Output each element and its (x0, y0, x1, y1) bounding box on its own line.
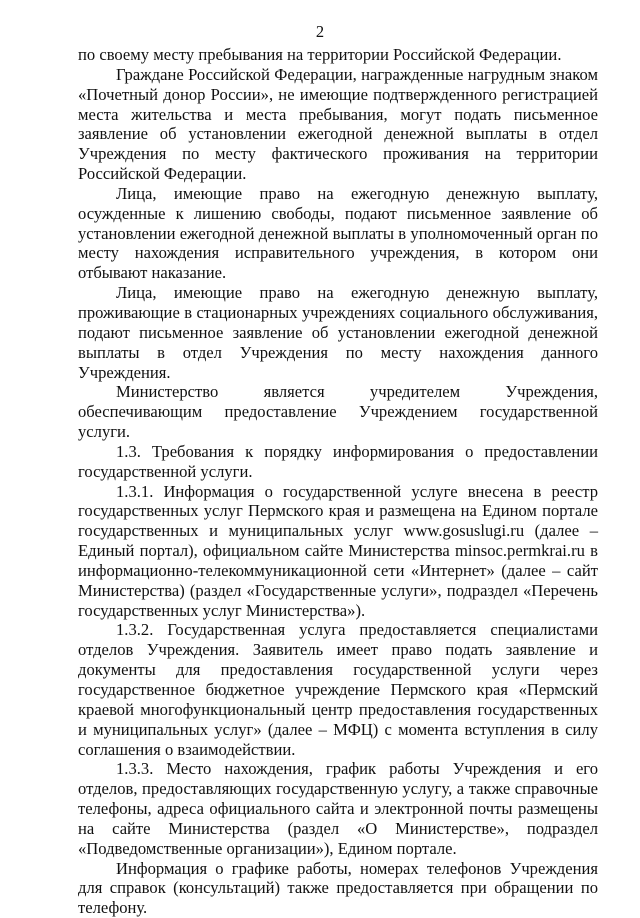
paragraph-ministry-founder: Министерство является учредителем Учреждения, обеспечивающим предоставление Учреждением государственной услуги. (78, 382, 598, 442)
page-number: 2 (315, 22, 325, 41)
paragraph-section-1-3-2: 1.3.2. Государственная услуга предоставляется специалистами отделов Учреждения. Заявитель имеет право подать заявление и документы для предоставления государственной услуги через государственное бюджетное учреждение Пермского края «Пермский краевой многофункциональный центр предоставления государственных и муниципальных услуг» (далее – МФЦ) с момента вступления в силу соглашения о взаимодействии. (78, 620, 598, 759)
paragraph-stationary-residents: Лица, имеющие право на ежегодную денежную выплату, проживающие в стационарных учреждениях социального обслуживания, подают письменное заявление об установлении ежегодной денежной выплаты в отдел Учреждения по месту нахождения данного Учреждения. (78, 283, 598, 382)
paragraph-convicted-persons: Лица, имеющие право на ежегодную денежную выплату, осужденные к лишению свободы, подают письменное заявление об установлении ежегодной денежной выплаты в уполномоченный орган по месту нахождения исправительного учреждения, в котором они отбывают наказание. (78, 183, 598, 283)
paragraph-section-1-3: 1.3. Требования к порядку информирования о предоставлении государственной услуги. (78, 441, 598, 481)
paragraph-donor-citizens: Граждане Российской Федерации, награжденные нагрудным знаком «Почетный донор России», не имеющие подтвержденного регистрацией места жительства и места пребывания, могут подать письменное заявление об установлении ежегодной денежной выплаты в отдел Учреждения по месту фактического проживания на территории Российской Федерации. (78, 64, 598, 184)
paragraph-section-1-3-3: 1.3.3. Место нахождения, график работы Учреждения и его отделов, предоставляющих государственную услугу, а также справочные телефоны, адреса официального сайта и электронной почты размещены на сайте Министерства (раздел «О Министерстве», подраздел «Подведомственные организации»), Едином портале. (78, 759, 598, 858)
document-body (78, 45, 598, 918)
paragraph-phone-info: Информация о графике работы, номерах телефонов Учреждения для справок (консультаций) также предоставляется при обращении по телефону. (78, 858, 598, 918)
paragraph-section-1-3-1: 1.3.1. Информация о государственной услуге внесена в реестр государственных услуг Пермского края и размещена на Едином портале государственных и муниципальных услуг www.gosuslugi.ru (далее – Единый портал), официальном сайте Министерства minsoc.permkrai.ru в информационно-телекоммуникационной сети «Интернет» (далее – сайт Министерства) (раздел «Государственные услуги», подраздел «Перечень государственных услуг Министерства»). (78, 481, 598, 620)
paragraph-continuation: по своему месту пребывания на территории Российской Федерации. (78, 45, 562, 64)
